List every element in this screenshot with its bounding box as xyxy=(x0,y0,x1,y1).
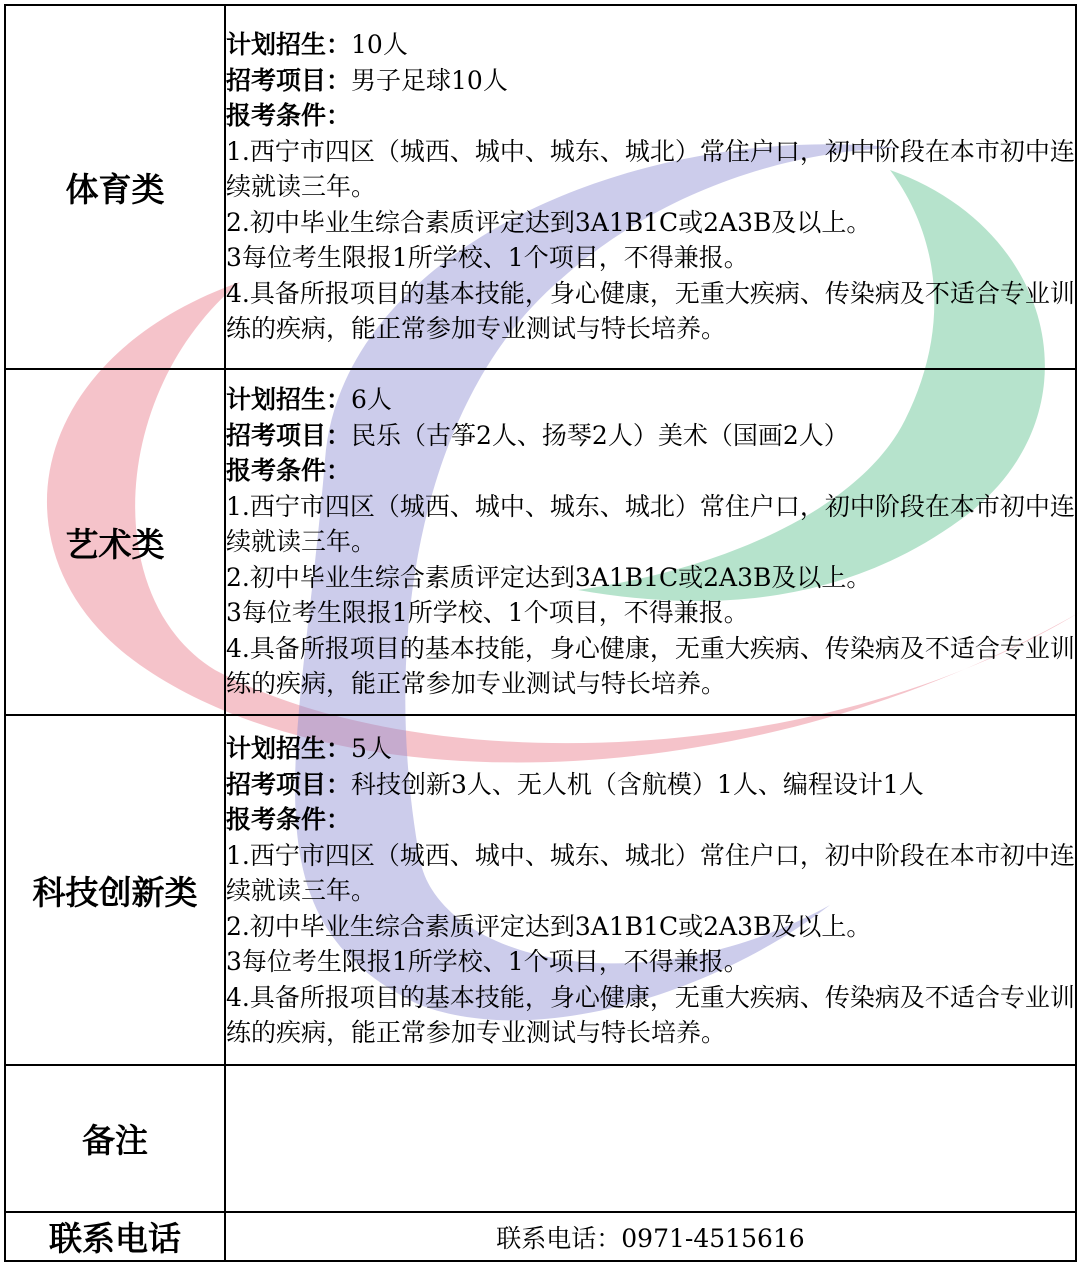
conditions-label: 报考条件： xyxy=(226,456,352,486)
plan-value: 6人 xyxy=(351,385,392,415)
condition-item: 3每位考生限报1所学校、1个项目，不得兼报。 xyxy=(226,598,749,628)
items-value: 民乐（古筝2人、扬琴2人）美术（国画2人） xyxy=(351,420,849,450)
table-row xyxy=(5,715,1076,1065)
condition-item: 2.初中毕业生综合素质评定达到3A1B1C或2A3B及以上。 xyxy=(226,911,872,941)
conditions-label: 报考条件： xyxy=(226,101,352,131)
condition-item: 1.西宁市四区（城西、城中、城东、城北）常住户口，初中阶段在本市初中连续就读三年。 xyxy=(226,491,1075,557)
condition-item: 3每位考生限报1所学校、1个项目，不得兼报。 xyxy=(226,243,749,273)
enrollment-table xyxy=(4,4,1077,1262)
condition-item: 4.具备所报项目的基本技能，身心健康，无重大疾病、传染病及不适合专业训练的疾病，能正常参加专业测试与特长培养。 xyxy=(226,982,1075,1048)
category-details xyxy=(225,5,1076,369)
plan-label: 计划招生： xyxy=(226,385,352,415)
category-details xyxy=(225,369,1076,715)
category-cell: 科技创新类 xyxy=(5,715,225,1065)
plan-value: 10人 xyxy=(351,30,408,60)
plan-label: 计划招生： xyxy=(226,30,352,60)
contact-label: 联系电话 xyxy=(5,1212,225,1261)
items-label: 招考项目： xyxy=(226,769,352,799)
table-row xyxy=(5,369,1076,715)
plan-label: 计划招生： xyxy=(226,734,352,764)
condition-item: 1.西宁市四区（城西、城中、城东、城北）常住户口，初中阶段在本市初中连续就读三年。 xyxy=(226,136,1075,202)
condition-item: 4.具备所报项目的基本技能，身心健康，无重大疾病、传染病及不适合专业训练的疾病，能正常参加专业测试与特长培养。 xyxy=(226,278,1075,344)
condition-item: 2.初中毕业生综合素质评定达到3A1B1C或2A3B及以上。 xyxy=(226,562,872,592)
table-row xyxy=(5,5,1076,369)
table-row xyxy=(5,1065,1076,1212)
conditions-label: 报考条件： xyxy=(226,805,352,835)
remarks-label: 备注 xyxy=(5,1065,225,1212)
category-cell: 体育类 xyxy=(5,5,225,369)
plan-value: 5人 xyxy=(351,734,392,764)
condition-item: 4.具备所报项目的基本技能，身心健康，无重大疾病、传染病及不适合专业训练的疾病，能正常参加专业测试与特长培养。 xyxy=(226,633,1075,699)
items-value: 男子足球10人 xyxy=(351,65,508,95)
items-value: 科技创新3人、无人机（含航模）1人、编程设计1人 xyxy=(351,769,924,799)
contact-phone: 联系电话：0971-4515616 xyxy=(225,1212,1076,1261)
condition-item: 3每位考生限报1所学校、1个项目，不得兼报。 xyxy=(226,947,749,977)
table-row xyxy=(5,1212,1076,1261)
items-label: 招考项目： xyxy=(226,420,352,450)
condition-item: 1.西宁市四区（城西、城中、城东、城北）常住户口，初中阶段在本市初中连续就读三年。 xyxy=(226,840,1075,906)
category-details xyxy=(225,715,1076,1065)
category-cell: 艺术类 xyxy=(5,369,225,715)
items-label: 招考项目： xyxy=(226,65,352,95)
condition-item: 2.初中毕业生综合素质评定达到3A1B1C或2A3B及以上。 xyxy=(226,207,872,237)
remarks-value xyxy=(225,1065,1076,1212)
